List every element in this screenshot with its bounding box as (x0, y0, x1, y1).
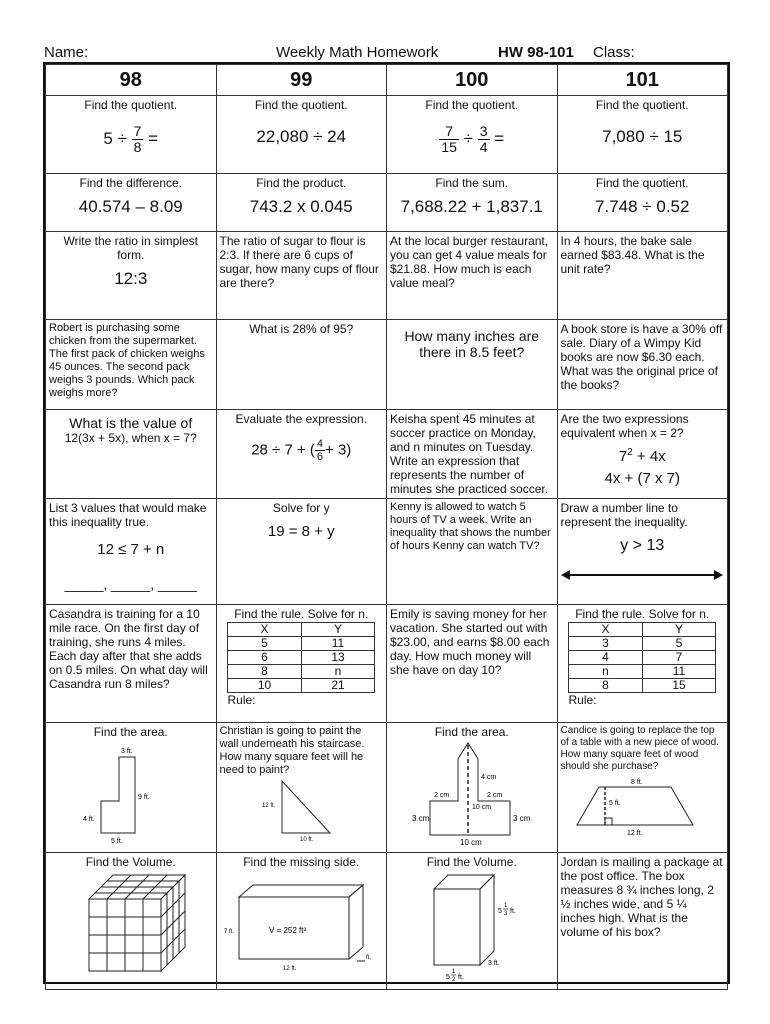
dimension-label: 3 ft. (120, 748, 133, 755)
cell-98-7 (46, 605, 217, 723)
dimension-numerator: 1 (451, 969, 456, 975)
prompt: Evaluate the expression. (235, 412, 367, 426)
x-value: 10 (228, 679, 302, 693)
cell-100-9 (387, 853, 558, 990)
cell-100-2 (387, 174, 558, 232)
dimension-whole: 5 (445, 974, 450, 981)
table-row (228, 679, 375, 693)
dimension-label: 12 ft. (626, 830, 643, 837)
denominator: 15 (441, 139, 457, 155)
word-problem: Candice is going to replace the top of a table with a new piece of wood. How many square feet of wood should she purchase? (560, 725, 719, 772)
cell-99-8 (216, 723, 387, 853)
denominator: 4 (479, 139, 488, 155)
trapezoid-figure (561, 773, 721, 839)
problem (49, 124, 213, 155)
cell-98-3 (46, 232, 217, 320)
problem: 7.748 ÷ 0.52 (595, 197, 690, 216)
cell-99-7 (216, 605, 387, 723)
cell-98-2 (46, 174, 217, 232)
problem-rhs: + 3) (325, 441, 352, 459)
cell-99-5 (216, 410, 387, 499)
y-value: 21 (301, 679, 375, 693)
name-label: Name: (44, 44, 89, 61)
cell-101-1 (557, 96, 728, 174)
prompt: Find the rule. Solve for n. (234, 607, 369, 621)
cell-98-9 (46, 853, 217, 990)
dimension-unit: ft. (509, 908, 516, 915)
word-problem: Casandra is training for a 10 mile race. On the first day of training, she runs 4 miles. Each day after that she adds on 0.5 miles. On what day will Casandra run 8 miles? (49, 607, 208, 691)
homework-grid (43, 62, 730, 984)
word-problem: The ratio of sugar to flour is 2:3. If there are 6 cups of sugar, how many cups of flour are there? (219, 234, 379, 290)
cell-100-7 (387, 605, 558, 723)
cell-100-4 (387, 320, 558, 410)
dimension-numerator: 1 (503, 903, 508, 909)
prompt: Find the quotient. (254, 98, 348, 112)
x-value: 6 (228, 651, 302, 665)
prompt: Find the area. (93, 725, 168, 739)
dimension-label: ft. (366, 955, 372, 961)
dimension-label: 2 cm (486, 792, 502, 799)
word-problem: Emily is saving money for her vacation. She started out with $23.00, and earns $8.00 each day. How much money will she have on day 10? (390, 607, 550, 677)
answer-blanks[interactable]: _____, _____, _____ (64, 576, 197, 592)
word-problem: Keisha spent 45 minutes at soccer practice on Monday, and n minutes on Tuesday. Write an expression that represents the number of minutes she practiced soccer. (390, 412, 549, 496)
denominator: 8 (133, 139, 142, 155)
y-value: 15 (642, 679, 716, 693)
table-header-x: X (569, 623, 643, 637)
problem: y > 13 (620, 537, 665, 554)
dimension-label: 12 ft. (261, 803, 275, 809)
y-value: 11 (301, 637, 375, 651)
operator: ÷ (463, 128, 473, 148)
table-row (228, 651, 375, 665)
table-row (569, 651, 716, 665)
function-table (227, 622, 375, 693)
cube-stack-figure (51, 869, 211, 983)
dimension-label: 3 cm (411, 814, 430, 823)
dimension-label: 7 ft. (224, 929, 235, 935)
y-value: 13 (301, 651, 375, 665)
cell-98-8 (46, 723, 217, 853)
dimension-label: 2 cm (433, 792, 449, 799)
prompt: List 3 values that would make this inequality true. (49, 501, 207, 529)
table-row (569, 679, 716, 693)
cell-99-2 (216, 174, 387, 232)
denominator: 6 (316, 451, 324, 463)
cell-101-9 (557, 853, 728, 990)
cell-98-4 (46, 320, 217, 410)
equals-sign: = (148, 128, 159, 148)
problem: 743.2 x 0.045 (249, 197, 353, 216)
dimension-denominator: 3 (503, 911, 508, 917)
dimension-label: 8 ft. (630, 779, 643, 786)
prompt: Find the quotient. (84, 98, 178, 112)
cell-99-1 (216, 96, 387, 174)
problem-lhs: 28 ÷ 7 + ( (251, 441, 315, 459)
word-problem: In 4 hours, the bake sale earned $83.48. What is the unit rate? (560, 234, 705, 276)
cell-99-3 (216, 232, 387, 320)
numerator: 3 (479, 123, 488, 139)
problem: 7,688.22 + 1,837.1 (400, 197, 543, 216)
column-header-100: 100 (387, 65, 558, 96)
column-header-98: 98 (46, 65, 217, 96)
dimension-label: 4 ft. (82, 816, 95, 823)
prompt: Find the Volume. (85, 855, 176, 869)
table-header-y: Y (642, 623, 716, 637)
problem: 12 ≤ 7 + n (97, 541, 165, 558)
cell-101-7 (557, 605, 728, 723)
function-table (568, 622, 716, 693)
problem: 40.574 – 8.09 (78, 197, 183, 216)
cell-101-2 (557, 174, 728, 232)
x-value: 5 (228, 637, 302, 651)
fraction (132, 124, 144, 155)
word-problem: Kenny is allowed to watch 5 hours of TV a week. Write an inequality that shows the number of hours Kenny can watch TV? (390, 501, 551, 552)
numerator: 7 (133, 123, 142, 139)
cell-101-3 (557, 232, 728, 320)
cell-99-9 (216, 853, 387, 990)
prompt: Find the quotient. (595, 98, 689, 112)
column-header-99: 99 (216, 65, 387, 96)
dimension-label: 9 ft. (137, 794, 150, 801)
dimension-label: 10 ft. (299, 837, 313, 843)
class-label: Class: (593, 44, 635, 61)
rectangular-prism-figure (221, 869, 381, 979)
prompt: Find the product. (256, 176, 347, 190)
prompt: Draw a number line to represent the inequality. (560, 501, 688, 529)
expression-rest: + 4x (632, 448, 666, 465)
problem: 7,080 ÷ 15 (602, 127, 683, 146)
rule-label: Rule: (568, 693, 597, 707)
prompt: Solve for y (272, 501, 330, 515)
base: 7 (618, 448, 628, 465)
word-problem: At the local burger restaurant, you can get 4 value meals for $21.88. How much is each value meal? (390, 234, 549, 290)
problem (220, 438, 384, 463)
x-value: 3 (569, 637, 643, 651)
y-value: 7 (642, 651, 716, 665)
cell-100-3 (387, 232, 558, 320)
worksheet-title: Weekly Math Homework (276, 44, 439, 61)
rule-label: Rule: (227, 693, 256, 707)
exponent: 2 (627, 447, 633, 458)
prompt: Find the rule. Solve for n. (575, 607, 710, 621)
word-problem: Jordan is mailing a package at the post office. The box measures 8 ¾ inches long, 2 ½ inches wide, and 5 ¼ inches high. What is the volume of his box? (560, 855, 723, 939)
cell-98-1 (46, 96, 217, 174)
number-line-arrow (561, 565, 723, 585)
y-value: 5 (642, 637, 716, 651)
dimension-label: 4 cm (480, 774, 496, 781)
hw-label: HW 98-101 (498, 44, 574, 61)
fraction-2 (478, 124, 490, 155)
expression-2: 4x + (7 x 7) (604, 470, 680, 487)
dimension-label: 3 cm (512, 814, 531, 823)
volume-label: V = 252 ft³ (269, 926, 307, 935)
x-value: 8 (228, 665, 302, 679)
cell-98-6 (46, 499, 217, 605)
right-triangle-figure (220, 777, 380, 843)
prompt: Find the quotient. (425, 98, 519, 112)
problem (390, 124, 554, 155)
equals-sign: = (494, 128, 505, 148)
expression: 12(3x + 5x), when x = 7? (64, 431, 197, 445)
cell-101-8 (557, 723, 728, 853)
dimension-label: 5 ft. (110, 838, 123, 845)
cell-100-8 (387, 723, 558, 853)
prompt: What is the value of (69, 415, 193, 431)
word-problem: Robert is purchasing some chicken from the supermarket. The first pack of chicken weighs 45 ounces. The second pack weighs 3 pounds. Which pack weighs more? (49, 322, 205, 399)
dimension-label: 10 cm (471, 804, 491, 811)
dimension-unit: ft. (457, 974, 464, 981)
word-problem: What is 28% of 95? (249, 322, 354, 336)
box-prism-figure (392, 869, 552, 981)
y-value: 11 (642, 665, 716, 679)
table-header-x: X (228, 623, 302, 637)
problem-lhs: 5 ÷ (103, 128, 127, 148)
cell-98-5 (46, 410, 217, 499)
table-row (228, 637, 375, 651)
fraction-1 (439, 124, 459, 155)
dimension-label: 3 ft. (487, 960, 500, 967)
prompt: Find the missing side. (243, 855, 360, 869)
table-header-y: Y (301, 623, 375, 637)
table-row (228, 665, 375, 679)
prompt: Are the two expressions equivalent when x = 2? (560, 412, 689, 440)
l-shape-figure (51, 739, 211, 845)
x-value: n (569, 665, 643, 679)
dimension-label: 10 cm (459, 838, 482, 847)
prompt: Write the ratio in simplest form. (63, 234, 198, 262)
fraction (315, 438, 325, 463)
word-problem: A book store is have a 30% off sale. Diary of a Wimpy Kid books are now $6.30 each. What was the original price of the books? (560, 322, 723, 392)
dimension-whole: 5 (497, 908, 502, 915)
table-row (569, 665, 716, 679)
table-row (569, 637, 716, 651)
problem: 19 = 8 + y (267, 523, 335, 540)
x-value: 8 (569, 679, 643, 693)
house-shape-figure (392, 739, 552, 847)
worksheet-header (44, 44, 730, 62)
dimension-denominator: 2 (451, 977, 456, 981)
dimension-label: 5 ft. (608, 800, 621, 807)
expression-1 (561, 446, 725, 464)
prompt: Find the Volume. (426, 855, 517, 869)
cell-101-5 (557, 410, 728, 499)
prompt: Find the quotient. (595, 176, 689, 190)
problem: 22,080 ÷ 24 (256, 127, 347, 146)
prompt: Find the difference. (79, 176, 182, 190)
cell-101-4 (557, 320, 728, 410)
prompt: Find the sum. (435, 176, 509, 190)
y-value: n (301, 665, 375, 679)
numerator: 4 (316, 438, 324, 450)
dimension-label: 12 ft. (283, 966, 297, 972)
cell-101-6 (557, 499, 728, 605)
numerator: 7 (439, 124, 459, 140)
problem: 12:3 (114, 269, 148, 288)
cell-100-1 (387, 96, 558, 174)
word-problem: How many inches are there in 8.5 feet? (404, 328, 540, 360)
cell-100-6 (387, 499, 558, 605)
cell-99-4 (216, 320, 387, 410)
cell-100-5 (387, 410, 558, 499)
prompt: Find the area. (434, 725, 509, 739)
cell-99-6 (216, 499, 387, 605)
word-problem: Christian is going to paint the wall underneath his staircase. How many square feet will he need to paint? (219, 725, 365, 776)
column-header-101: 101 (557, 65, 728, 96)
x-value: 4 (569, 651, 643, 665)
